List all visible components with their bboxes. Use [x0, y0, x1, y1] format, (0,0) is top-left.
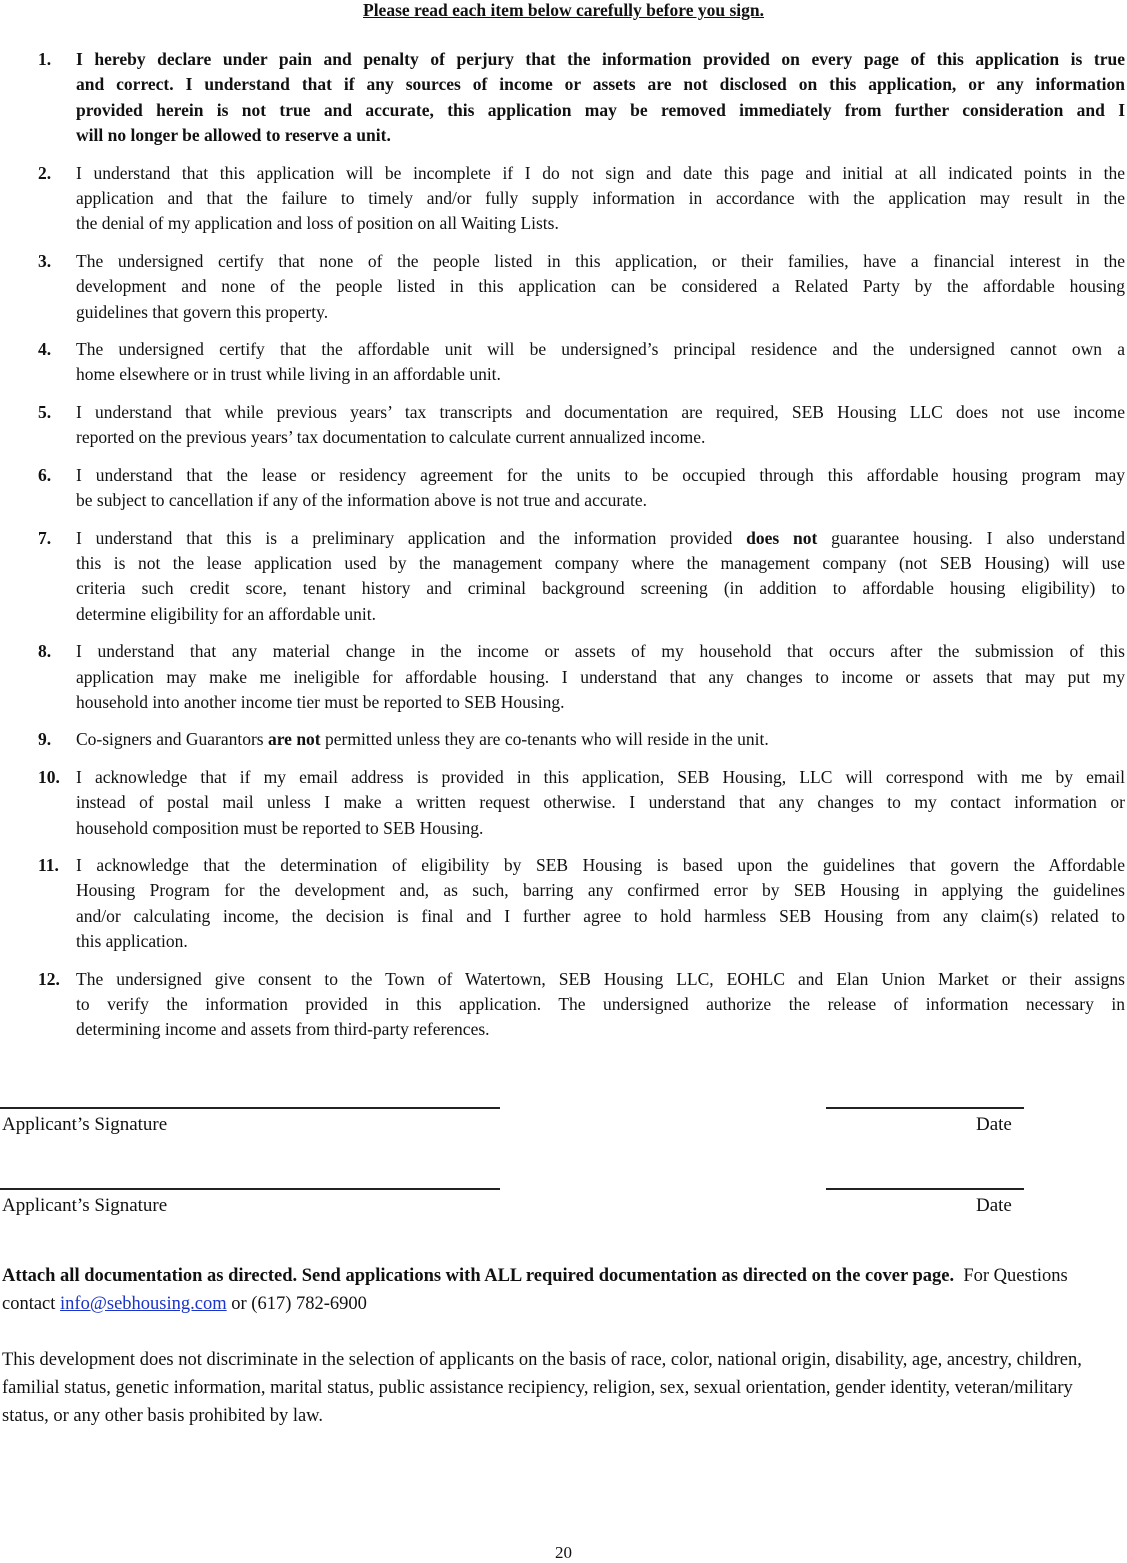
date-label-2: Date — [976, 1195, 1012, 1216]
text-segment: the denial of my application and loss of position on all Waiting Lists. — [76, 213, 559, 234]
text-segment: The undersigned give consent to the Town of Watertown, SEB Housing LLC, EOHLC and Elan Union Market or their assigns — [76, 968, 1125, 989]
text-segment: Housing Program for the development and, as such, barring any confirmed error by SEB Housing in applying the guidelines — [76, 880, 1125, 901]
text-line — [76, 665, 1125, 690]
list-item — [0, 337, 1127, 388]
date-line-2[interactable] — [826, 1188, 1024, 1190]
text-line — [76, 47, 1125, 72]
text-segment: this is not the lease application used by the management company where the management company (not SEB Housing) will use — [76, 552, 1125, 573]
text-segment: I acknowledge that the determination of eligibility by SEB Housing is based upon the guidelines that govern the Affordable — [76, 854, 1125, 875]
text-segment: household composition must be reported to SEB Housing. — [76, 817, 484, 838]
text-line — [76, 161, 1125, 186]
item-text — [76, 161, 1125, 237]
attach-bold-text: Attach all documentation as directed. Send applications with ALL required documentation as directed on the cover page. — [2, 1266, 955, 1286]
text-line — [76, 551, 1125, 576]
nondiscrimination-statement: This development does not discriminate in the selection of applicants on the basis of race, color, national origin, disability, age, ancestry, children, familial status, genetic information, marital status, public assistance recipiency, religion, sex, sexual orientation, gender identity, veteran/military status, or any other basis prohibited by law. — [2, 1350, 1082, 1426]
text-line — [76, 72, 1125, 97]
text-segment: this application. — [76, 931, 188, 952]
text-segment: and/or calculating income, the decision is final and I further agree to hold harmless SEB Housing from any claim(s) related to — [76, 905, 1125, 926]
item-number: 11. — [38, 854, 59, 875]
emphasis-text: does not — [746, 527, 818, 548]
text-line — [76, 123, 1125, 148]
list-item — [0, 161, 1127, 237]
text-segment: The undersigned certify that the affordable unit will be undersigned’s principal residence and the undersigned cannot own a — [76, 339, 1125, 360]
item-number: 6. — [38, 464, 52, 485]
text-segment: permitted unless they are co-tenants who will reside in the unit. — [320, 729, 769, 750]
text-line — [76, 790, 1125, 815]
text-line — [76, 1017, 1125, 1042]
text-line — [76, 463, 1125, 488]
list-item — [0, 765, 1127, 841]
item-text — [76, 337, 1125, 388]
text-segment: determine eligibility for an affordable unit. — [76, 603, 376, 624]
page-number: 20 — [555, 1543, 572, 1562]
date-label-1: Date — [976, 1114, 1012, 1135]
text-segment: guidelines that govern this property. — [76, 301, 329, 322]
text-line — [76, 816, 1125, 841]
list-item — [0, 249, 1127, 325]
item-text — [76, 463, 1125, 514]
list-item — [0, 400, 1127, 451]
text-segment: I understand that any material change in the income or assets of my household that occurs after the submission of this — [76, 641, 1125, 662]
text-line — [76, 249, 1125, 274]
text-line — [76, 992, 1125, 1017]
item-text — [76, 853, 1125, 955]
item-text — [76, 47, 1125, 149]
item-number: 8. — [38, 641, 52, 662]
item-number: 2. — [38, 162, 52, 183]
text-segment: application may make me ineligible for affordable housing. I understand that any changes to income or assets that may put my — [76, 666, 1125, 687]
item-number: 5. — [38, 401, 52, 422]
date-line-1[interactable] — [826, 1107, 1024, 1109]
text-segment: I understand that this is a preliminary application and the information provided — [76, 527, 747, 548]
text-line — [76, 639, 1125, 664]
item-number: 9. — [38, 729, 52, 750]
text-segment: household into another income tier must be reported to SEB Housing. — [76, 691, 565, 712]
text-segment: and correct. I understand that if any sources of income or assets are not disclosed on this application, or any information — [76, 74, 1125, 95]
attach-instructions — [2, 1262, 1124, 1318]
text-segment: be subject to cancellation if any of the information above is not true and accurate. — [76, 490, 647, 511]
emphasis-text: are not — [267, 729, 321, 750]
signature-label-1: Applicant’s Signature — [2, 1114, 168, 1135]
text-line — [76, 853, 1125, 878]
item-number: 7. — [38, 527, 52, 548]
item-number: 1. — [38, 49, 52, 69]
text-line — [76, 362, 1125, 387]
signature-line-1[interactable] — [0, 1107, 500, 1109]
item-text — [76, 639, 1125, 715]
text-line — [76, 904, 1125, 929]
list-item — [0, 853, 1127, 955]
signature-label-2: Applicant’s Signature — [2, 1195, 168, 1216]
item-text — [76, 400, 1125, 451]
text-segment: The undersigned certify that none of the people listed in this application, or their families, have a financial interest in the — [76, 250, 1125, 271]
text-segment: I acknowledge that if my email address is provided in this application, SEB Housing, LLC will correspond with me by email — [76, 766, 1125, 787]
item-number: 4. — [38, 339, 52, 360]
text-line — [76, 526, 1125, 551]
text-line — [76, 765, 1125, 790]
text-line — [76, 576, 1125, 601]
email-link[interactable]: info@sebhousing.com — [60, 1294, 227, 1314]
list-item — [0, 526, 1127, 628]
text-segment: provided herein is not true and accurate, this application may be removed immediately from further consideration and I — [76, 99, 1125, 120]
text-segment: I hereby declare under pain and penalty of perjury that the information provided on every page of this application is true — [76, 49, 1125, 69]
list-item — [0, 463, 1127, 514]
item-text — [76, 765, 1125, 841]
item-number: 12. — [38, 968, 60, 989]
text-line — [76, 300, 1125, 325]
text-line — [76, 878, 1125, 903]
text-segment: criteria such credit score, tenant history and criminal background screening (in addition to affordable housing eligibility) to — [76, 578, 1125, 599]
text-segment: I understand that while previous years’ tax transcripts and documentation are required, SEB Housing LLC does not use income — [76, 401, 1125, 422]
text-line — [76, 602, 1125, 627]
item-text — [76, 249, 1125, 325]
signature-line-2[interactable] — [0, 1188, 500, 1190]
text-line — [76, 211, 1125, 236]
text-line — [76, 690, 1125, 715]
text-segment: development and none of the people listed in this application can be considered a Related Party by the affordable housing — [76, 276, 1125, 297]
text-segment: I understand that the lease or residency agreement for the units to be occupied through this affordable housing program may — [76, 464, 1125, 485]
text-segment: determining income and assets from third-party references. — [76, 1019, 490, 1040]
list-item — [0, 727, 1127, 752]
text-segment: home elsewhere or in trust while living in an affordable unit. — [76, 364, 501, 385]
list-item — [0, 639, 1127, 715]
text-segment: to verify the information provided in this application. The undersigned authorize the release of information necessary in — [76, 994, 1125, 1014]
text-segment: instead of postal mail unless I make a written request otherwise. I understand that any changes to my contact information or — [76, 792, 1125, 813]
text-segment: will no longer be allowed to reserve a unit. — [76, 125, 391, 146]
text-line — [76, 400, 1125, 425]
item-text — [76, 727, 1125, 752]
list-item — [0, 47, 1127, 149]
text-line — [76, 727, 1125, 752]
questions-text: For Questions contact — [2, 1266, 1068, 1314]
text-segment: I understand that this application will be incomplete if I do not sign and date this page and initial at all indicated points in the — [76, 162, 1125, 183]
text-segment: guarantee housing. I also understand — [817, 527, 1125, 548]
certification-list — [0, 47, 1127, 1055]
text-segment: reported on the previous years’ tax documentation to calculate current annualized income. — [76, 427, 706, 448]
text-line — [76, 967, 1125, 992]
text-line — [76, 98, 1125, 123]
text-segment: Co-signers and Guarantors — [76, 729, 268, 750]
item-number: 3. — [38, 250, 52, 271]
item-text — [76, 526, 1125, 628]
text-segment: application and that the failure to timely and/or fully supply information in accordance with the application may result in the — [76, 188, 1125, 209]
list-item — [0, 967, 1127, 1043]
text-line — [76, 337, 1125, 362]
item-number: 10. — [38, 766, 60, 787]
text-line — [76, 929, 1125, 954]
text-line — [76, 488, 1125, 513]
page-heading: Please read each item below carefully before you sign. — [363, 0, 764, 20]
text-line — [76, 186, 1125, 211]
phone-text: or (617) 782-6900 — [231, 1294, 367, 1314]
item-text — [76, 967, 1125, 1043]
text-line — [76, 425, 1125, 450]
text-line — [76, 274, 1125, 299]
